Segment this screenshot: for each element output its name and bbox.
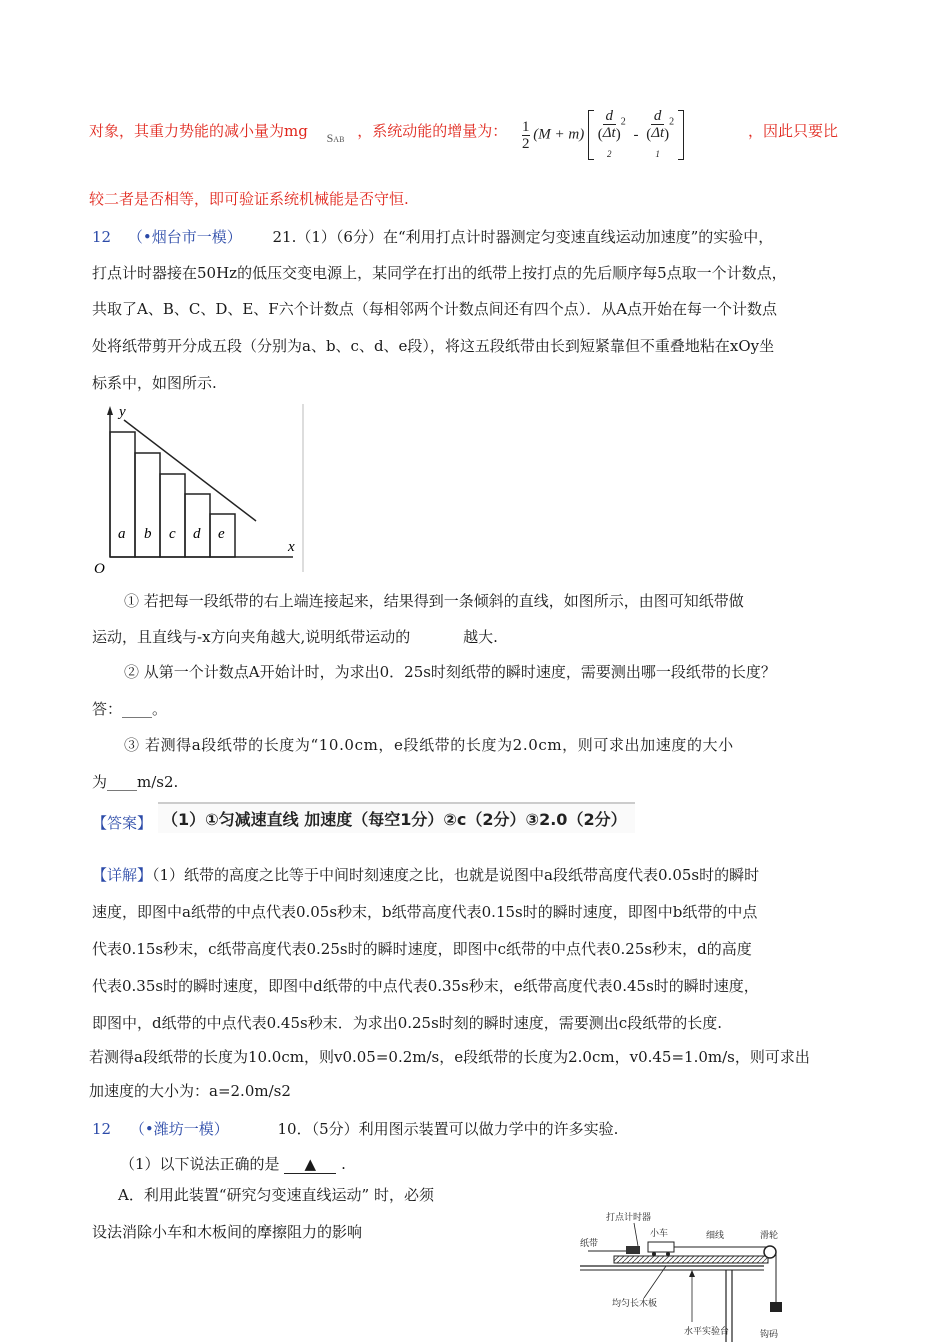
q21-line3: 共取了A、B、C、D、E、F六个计数点（每相邻两个计数点间还有四个点）．从A点开始在每一个计数点 xyxy=(92,300,778,318)
q21-sub1-b-row xyxy=(92,626,498,647)
y-label: y xyxy=(119,404,126,420)
label-board: 均匀长木板 xyxy=(612,1299,658,1309)
q10-optA-b: 设法消除小车和木板间的摩擦阻力的影响 xyxy=(92,1223,363,1241)
bar-label-e: e xyxy=(218,526,225,542)
energy-formula: $\frac{1}{2}$ (M + m) ( d Δt $_2$ )$^2$ - ( d Δt $_1$ )$^2$ xyxy=(522,108,684,164)
detail-line5: 即图中，d纸带的中点代表0.45s秒末．为求出0.25s时刻的瞬时速度，需要测出c段纸带的长度. xyxy=(92,1014,722,1032)
apparatus-diagram xyxy=(574,1206,800,1342)
intro-line2: 较二者是否相等，即可验证系统机械能是否守恒. xyxy=(89,190,409,208)
half-fraction: $\frac{1}{2}$ xyxy=(522,118,530,152)
bar-label-a: a xyxy=(118,526,126,542)
detail-tag: 【详解】 xyxy=(92,866,153,884)
q10-line1: 10．（5分）利用图示装置可以做力学中的许多实验. xyxy=(277,1120,619,1138)
bar-c xyxy=(160,474,185,557)
intro-text-b: ，系统动能的增量为： xyxy=(357,122,508,140)
q10-sub1-text: （1）以下说法正确的是 xyxy=(120,1155,280,1173)
q21-sub2-a: ② 从第一个计数点A开始计时，为求出0．25s时刻纸带的瞬时速度，需要测出哪一段纸带的长度？ xyxy=(124,663,776,681)
q21-line4: 处将纸带剪开分成五段（分别为a、b、c、d、e段），将这五段纸带由长到短紧靠但不重叠地粘在xOy坐 xyxy=(92,337,775,355)
q21-line5: 标系中，如图所示. xyxy=(92,374,217,392)
board xyxy=(614,1256,768,1263)
q10-number: 12 xyxy=(92,1120,112,1138)
q21-sub1-b: 运动，且直线与-x方向夹角越大,说明纸带运动的 xyxy=(92,628,411,646)
y-arrow xyxy=(107,406,113,415)
square-2: 2 xyxy=(669,116,675,128)
detail-line1 xyxy=(92,864,759,885)
bar-label-c: c xyxy=(169,526,176,542)
q21-sub1-a: ① 若把每一段纸带的右上端连接起来，结果得到一条倾斜的直线，如图所示，由图可知纸带做 xyxy=(124,592,744,610)
intro-text-a: 对象，其重力势能的减小量为mg xyxy=(89,122,308,140)
detail-line3: 代表0.15s秒末，c纸带高度代表0.25s时的瞬时速度，即图中c纸带的中点代表0.25s秒末，d的高度 xyxy=(92,940,752,958)
q21-source: （•烟台市一模） xyxy=(127,228,242,246)
q10-optA-a: A．利用此装置“研究匀变速直线运动” 时，必须 xyxy=(118,1186,434,1204)
q10-source: （•潍坊一模） xyxy=(129,1120,229,1138)
q10-sub1 xyxy=(120,1153,346,1174)
pulley xyxy=(764,1246,776,1258)
detail-line4: 代表0.35s时的瞬时速度，即图中d纸带的中点代表0.35s秒末，e纸带高度代表0.45s时的瞬时速度， xyxy=(92,977,759,995)
answer-tag: 【答案】 xyxy=(92,814,153,832)
d-over-dt1: d Δt $_1$ xyxy=(651,108,665,159)
q21-header xyxy=(92,226,773,247)
q10-header xyxy=(92,1118,618,1139)
label-table: 水平实验台 xyxy=(684,1327,730,1337)
label-tape: 纸带 xyxy=(580,1239,599,1249)
timer-box xyxy=(626,1246,640,1254)
label-timer: 打点计时器 xyxy=(606,1213,652,1223)
label-string: 细线 xyxy=(706,1231,725,1241)
bar-label-d: d xyxy=(193,526,201,542)
q21-line2: 打点计时器接在50Hz的低压交变电源上，某同学在打出的纸带上按打点的先后顺序每5点取一个计数点， xyxy=(92,264,787,282)
s-symbol: SAB xyxy=(326,131,345,145)
right-bracket xyxy=(678,110,684,160)
label-weight: 钩码 xyxy=(760,1330,779,1340)
origin-label: O xyxy=(94,561,105,577)
d-over-dt2: d Δt $_2$ xyxy=(602,108,616,159)
q10-sub1-end: . xyxy=(341,1155,346,1173)
q21-line1: 21.（1）（6分）在“利用打点计时器测定匀变速直线运动加速度”的实验中， xyxy=(272,228,774,246)
detail-line7: 加速度的大小为：a=2.0m/s2 xyxy=(89,1082,291,1100)
bar-label-b: b xyxy=(144,526,152,542)
square-1: 2 xyxy=(620,116,626,128)
intro-text-c: ，因此只要比 xyxy=(748,122,839,140)
detail-text-1: （1）纸带的高度之比等于中间时刻速度之比，也就是说图中a段纸带高度代表0.05s时的瞬时 xyxy=(152,866,760,884)
q21-sub3-b: 为____m/s2. xyxy=(92,773,179,791)
minus-sign: - xyxy=(633,126,639,143)
tape-graph xyxy=(88,402,308,578)
q21-sub2-b: 答：____。 xyxy=(92,700,168,718)
answer-row xyxy=(92,804,153,832)
q10-blank: ▲ xyxy=(284,1155,336,1174)
cart-box xyxy=(648,1242,674,1252)
intro-line1 xyxy=(89,120,508,145)
q21-number: 12 xyxy=(92,228,112,246)
q21-sub3-a: ③ 若测得a段纸带的长度为“10.0cm，e段纸带的长度为2.0cm，则可求出加速度的大小 xyxy=(124,736,734,754)
detail-line6: 若测得a段纸带的长度为10.0cm，则v0.05=0.2m/s，e段纸带的长度为2.0cm，v0.45=1.0m/s，则可求出 xyxy=(89,1048,810,1066)
x-label: x xyxy=(288,539,295,555)
label-cart: 小车 xyxy=(650,1229,669,1239)
q21-sub1-c: 越大. xyxy=(463,628,498,646)
label-pulley: 滑轮 xyxy=(760,1231,779,1241)
left-bracket xyxy=(588,110,594,160)
weight xyxy=(770,1302,782,1312)
mass-term: (M + m) xyxy=(533,126,585,143)
answer-text: （1）①匀减速直线 加速度（每空1分）②c（2分）③2.0（2分） xyxy=(158,802,635,833)
detail-line2: 速度，即图中a纸带的中点代表0.05s秒末，b纸带高度代表0.15s时的瞬时速度，即图中b纸带的中点 xyxy=(92,903,758,921)
trend-line xyxy=(124,420,256,521)
